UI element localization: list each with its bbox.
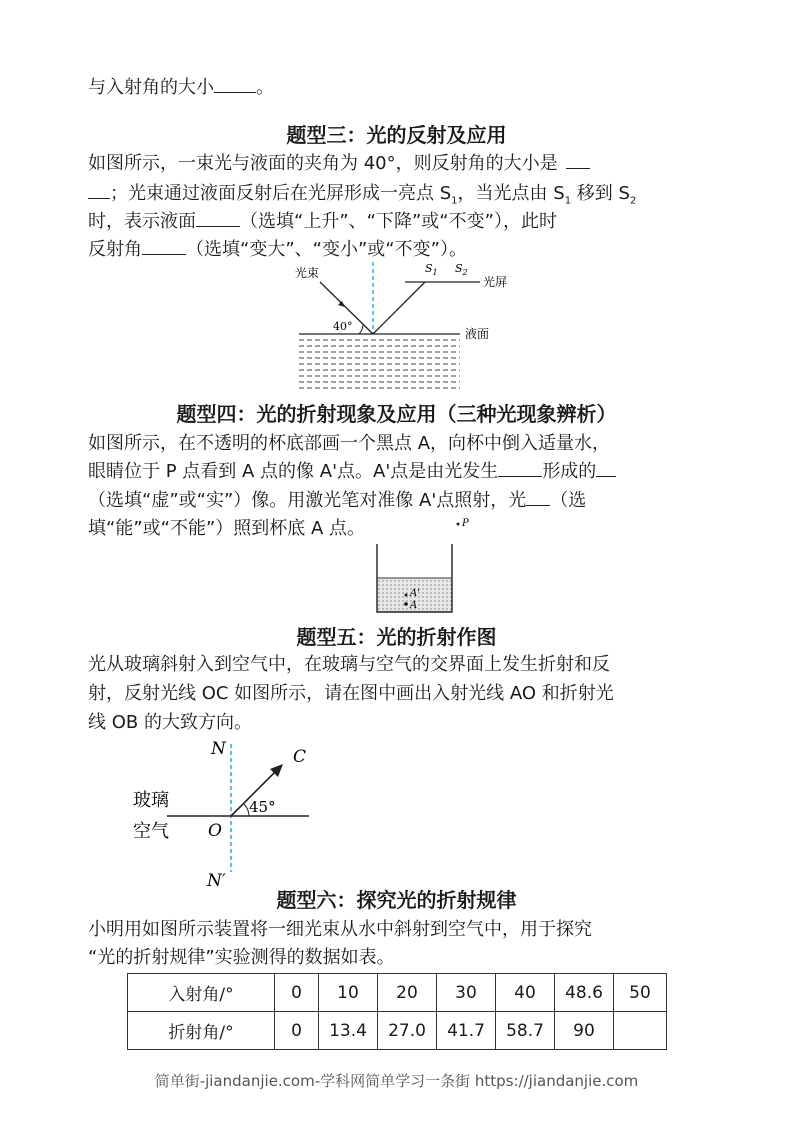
section-title-6: 题型六：探究光的折射规律	[276, 888, 517, 912]
table-cell	[614, 1012, 667, 1050]
answer-blank[interactable]	[196, 210, 240, 227]
table-cell: 30	[437, 974, 496, 1012]
answer-blank[interactable]	[566, 152, 590, 169]
angle-label: 45°	[249, 798, 276, 816]
table-cell: 折射角/°	[128, 1012, 275, 1050]
refraction-figure	[125, 736, 325, 894]
air-label: 空气	[133, 821, 169, 842]
screen-label: 光屏	[483, 275, 508, 289]
angle-arc	[359, 324, 363, 334]
sec5-line-2: 射，反射光线 OC 如图所示，请在图中画出入射光线 AO 和折射光	[88, 683, 614, 704]
sec3-line-3: 时，表示液面 （选填“上升”、“下降”或“不变”），此时	[88, 211, 557, 232]
table-cell: 13.4	[319, 1012, 378, 1050]
sec5-line-1: 光从玻璃斜射入到空气中，在玻璃与空气的交界面上发生折射和反	[88, 654, 610, 675]
liquid-label: 液面	[465, 327, 490, 341]
section-title-4: 题型四：光的折射现象及应用（三种光现象辨析）	[176, 402, 617, 426]
footer-watermark: 简单街-jiandanjie.com-学科网简单学习一条街 https://jiandanjie.com	[154, 1072, 639, 1090]
data-table	[127, 973, 667, 1050]
sec4-line-4: 填“能”或“不能”）照到杯底 A 点。	[88, 518, 366, 539]
sec6-line-2: “光的折射规律”实验测得的数据如表。	[88, 947, 395, 968]
liquid-hatching	[299, 340, 460, 388]
s1-label: $S_1$	[425, 262, 438, 277]
sec6-line-1: 小明用如图所示装置将一细光束从水中斜射到空气中，用于探究	[88, 919, 592, 940]
sec4-line-2: 眼睛位于 P 点看到 A 点的像 A'点。A'点是由光发生 形成的	[88, 460, 616, 484]
sec3-line-4: 反射角 （选填“变大”、“变小”或“不变”）。	[88, 239, 467, 260]
c-label: C	[293, 747, 307, 767]
table-cell: 27.0	[378, 1012, 437, 1050]
point-a-image	[405, 594, 408, 597]
table-cell: 58.7	[496, 1012, 555, 1050]
table-cell: 10	[319, 974, 378, 1012]
s2-label: $S_2$	[455, 262, 468, 277]
answer-blank[interactable]	[498, 460, 542, 477]
section-title-3: 题型三：光的反射及应用	[286, 123, 507, 147]
angle-label: 40°	[333, 320, 353, 333]
a-label: A	[410, 600, 418, 611]
intro-line: 与入射角的大小 。	[88, 77, 274, 98]
table-cell: 90	[555, 1012, 614, 1050]
table-cell: 48.6	[555, 974, 614, 1012]
table-row	[128, 974, 667, 1012]
table-row	[128, 1012, 667, 1050]
glass-label: 玻璃	[133, 790, 169, 811]
n-prime-label: N′	[207, 871, 226, 891]
n-label: N	[211, 739, 226, 759]
table-cell: 41.7	[437, 1012, 496, 1050]
answer-blank[interactable]	[88, 182, 110, 199]
answer-blank[interactable]	[214, 76, 256, 93]
incident-arrow-icon	[338, 301, 345, 307]
table-cell: 20	[378, 974, 437, 1012]
answer-blank[interactable]	[526, 489, 550, 506]
answer-blank[interactable]	[142, 238, 186, 255]
table-cell: 40	[496, 974, 555, 1012]
answer-blank[interactable]	[596, 460, 616, 477]
reflected-ray	[373, 282, 425, 334]
section-title-5: 题型五：光的折射作图	[296, 625, 497, 649]
sec3-line-1: 如图所示，一束光与液面的夹角为 40°，则反射角的大小是	[88, 152, 590, 176]
point-p	[457, 523, 460, 526]
point-a	[404, 602, 408, 606]
a-image-label: A'	[410, 588, 420, 599]
table-cell: 0	[275, 974, 319, 1012]
table-cell: 50	[614, 974, 667, 1012]
sec3-line-2: ；光束通过液面反射后在光屏形成一亮点 $S_1$，当光点由 $S_1$ 移到 $S_2$	[88, 182, 636, 214]
reflection-figure	[285, 260, 515, 392]
sec4-line-3: （选填“虚”或“实”）像。用激光笔对准像 A'点照射，光 （选	[88, 490, 587, 511]
beam-label: 光束	[295, 266, 320, 280]
cup-figure	[370, 516, 480, 616]
table-cell: 入射角/°	[128, 974, 275, 1012]
o-label: O	[208, 821, 222, 841]
sec4-line-1: 如图所示，在不透明的杯底部画一个黑点 A，向杯中倒入适量水，	[88, 433, 611, 454]
p-label: P	[462, 518, 469, 529]
table-cell: 0	[275, 1012, 319, 1050]
sec5-line-3: 线 OB 的大致方向。	[88, 712, 252, 733]
